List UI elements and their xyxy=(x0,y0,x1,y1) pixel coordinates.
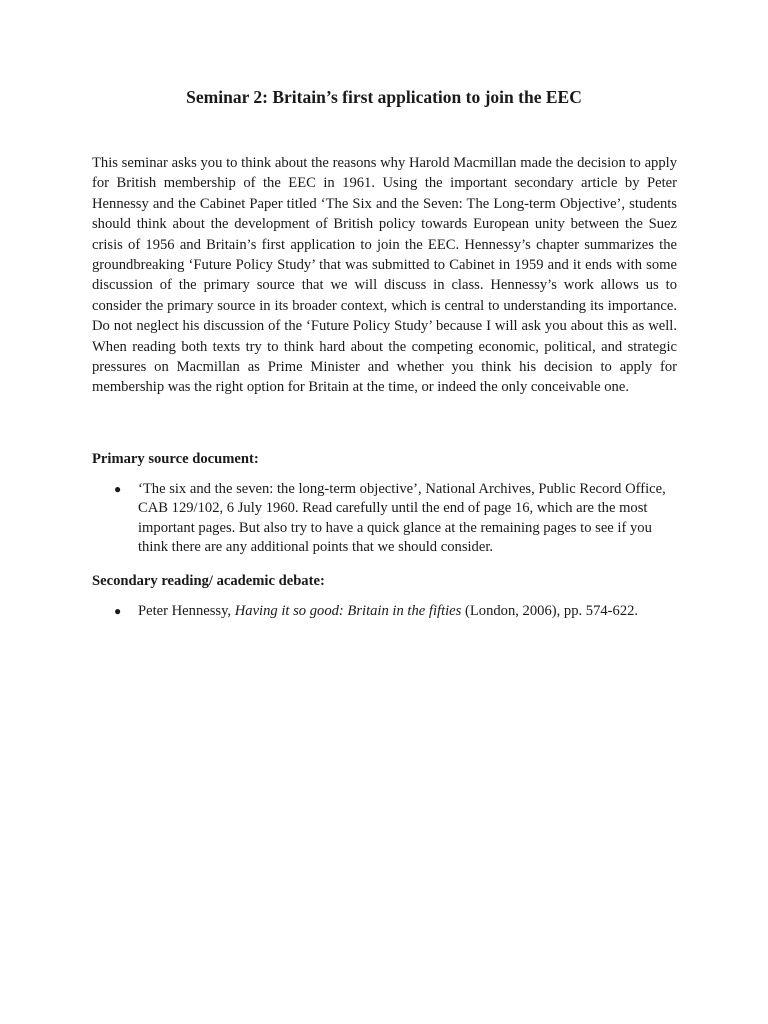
bullet-icon: ● xyxy=(114,482,122,496)
list-item xyxy=(92,602,680,621)
page-title: Seminar 2: Britain’s first application to join the EEC xyxy=(186,87,582,107)
citation-author: Peter Hennessy, xyxy=(138,603,235,619)
primary-source-list xyxy=(92,480,680,558)
secondary-reading-list xyxy=(92,602,680,621)
intro-paragraph: This seminar asks you to think about the reasons why Harold Macmillan made the decision to apply for British membership of the EEC in 1961. Using the important secondary article by Peter Hennessy and the Cabinet Paper titled ‘The Six and the Seven: The Long-term Objective’, students should think about the development of British policy towards European unity between the Suez crisis of 1956 and Britain’s first application to join the EEC. Hennessy’s chapter summarizes the groundbreaking ‘Future Policy Study’ that was submitted to Cabinet in 1959 and it ends with some discussion of the primary source that we will discuss in class. Hennessy’s work allows us to consider the primary source in its broader context, which is central to understanding its importance. Do not neglect his discussion of the ‘Future Policy Study’ because I will ask you about this as well. When reading both texts try to think hard about the competing economic, political, and strategic pressures on Macmillan as Prime Minister and whether you think his decision to apply for membership was the right option for Britain at the time, or indeed the only conceivable one. xyxy=(92,155,677,396)
secondary-reading-heading: Secondary reading/ academic debate: xyxy=(92,573,325,589)
list-item xyxy=(92,480,680,558)
citation-details: (London, 2006), pp. 574-622. xyxy=(461,603,639,619)
primary-source-citation: ‘The six and the seven: the long-term objective’, National Archives, Public Record Office, CAB 129/102, 6 July 1960. Read carefully until the end of page 16, which are the most important pages. But also try to have a quick glance at the remaining pages to see if you think there are any additional points that we should consider. xyxy=(138,481,666,556)
bullet-icon: ● xyxy=(114,604,122,618)
citation-book-title: Having it so good: Britain in the fifties xyxy=(234,603,462,619)
primary-source-heading: Primary source document: xyxy=(92,451,259,467)
